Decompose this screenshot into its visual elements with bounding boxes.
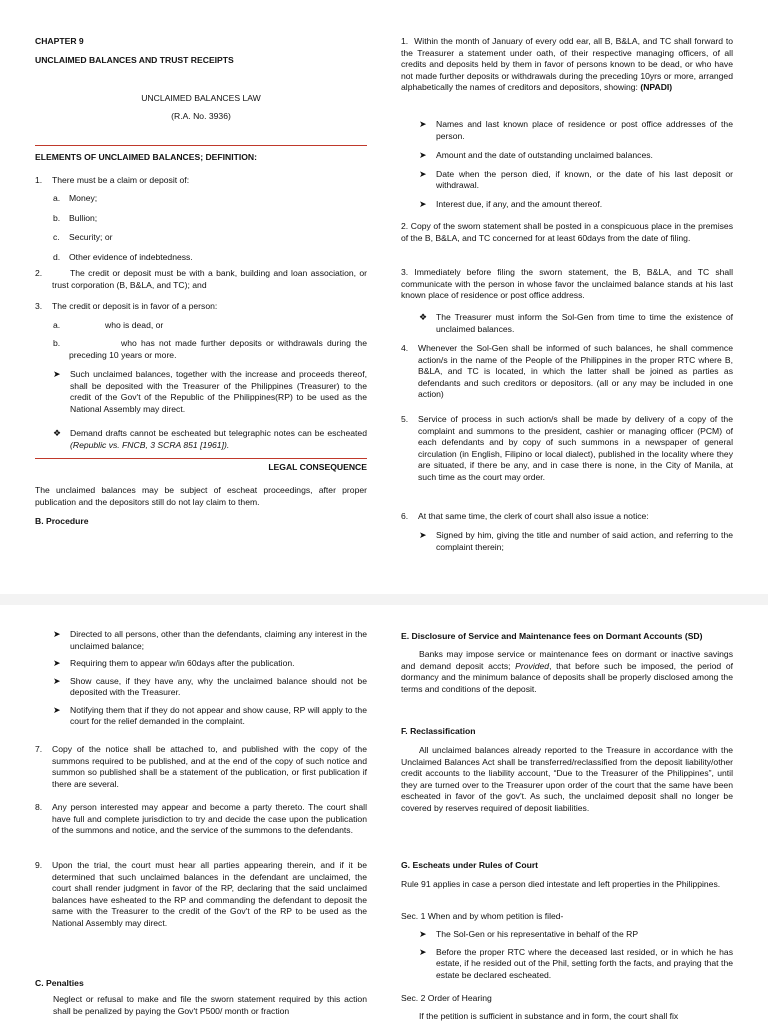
procedure-step-5: 5. Service of process in such action/s shall be made by delivery of a copy of the complaint and summons to the president, cashier or managing officer (PCM) of each defendants and by copy of such summons in a newspaper of general circulation (in English, Filipino or local dialect), published in the locality where they are situated, if there be any, and in case there is none, in the City of Manila, at such time as the court may order. — [401, 414, 733, 482]
arrow-icon: ➤ — [419, 119, 427, 129]
sec-2-text: If the petition is sufficient in substance and in form, the court shall fix — [419, 1011, 679, 1021]
arrow-icon: ➤ — [53, 704, 61, 715]
procedure-step-1: 1. Within the month of January of every odd ear, all B, B&LA, and TC shall forward to the Treasurer a statement under oath, of their respective managing officers, of all credits and deposits held by them in favor of persons known to be dead, or who have not made further deposits or withdrawals during the preceding 10yrs or more, arranged alphabetically the names of creditors and depositors, showing: (NPADI) — [401, 36, 733, 92]
arrow-icon: ➤ — [53, 629, 61, 639]
case-citation: (Republic vs. FNCB, 3 SCRA 851 [1961]). — [70, 439, 230, 450]
law-ra-number: (R.A. No. 3936) — [171, 111, 231, 121]
element-item-3b: b. who has not made further deposits or withdrawals during the preceding 10 years or more. — [53, 338, 367, 360]
procedure-step-6: 6. At that same time, the clerk of court shall also issue a notice: — [401, 511, 649, 521]
notice-bullet: ➤ Show cause, if they have any, why the unclaimed balance should not be deposited with the Treasurer. — [53, 675, 367, 697]
law-title: UNCLAIMED BALANCES LAW — [141, 93, 261, 103]
elements-heading: ELEMENTS OF UNCLAIMED BALANCES; DEFINITION: — [35, 152, 257, 162]
page-2 — [0, 605, 768, 1024]
step-1-bullet: ➤ Names and last known place of residence or post office addresses of the person. — [419, 119, 733, 141]
sub-item-c: c. Security; or — [53, 232, 113, 242]
notice-bullet: ➤ Notifying them that if they do not appear and show cause, RP will apply to the court for the relief demanded in the complaint. — [53, 704, 367, 726]
arrow-icon: ➤ — [419, 168, 427, 179]
sub-item-b: b. Bullion; — [53, 212, 98, 223]
element-item-3a: a. who is dead, or — [53, 320, 164, 330]
sec-2-heading: Sec. 2 Order of Hearing — [401, 993, 492, 1003]
arrow-icon: ➤ — [53, 675, 61, 686]
procedure-step-3: 3. Immediately before filing the sworn statement, the B, B&LA, and TC shall communicate with the person in whose favor the unclaimed balance stands at his last known place of residence or post office address. — [401, 267, 733, 300]
notice-bullet: ➤ Requiring them to appear w/in 60days after the publication. — [53, 658, 295, 668]
arrow-icon: ➤ — [53, 369, 61, 379]
disclosure-text: Banks may impose service or maintenance fees on dormant or inactive savings and demand deposit accts; Provided, that before such be imposed, the period of dormancy and the minimum balance of deposits shall be properly disclosed among the terms and conditions of the deposit. — [401, 649, 733, 694]
procedure-step-9: 9. Upon the trial, the court must hear all parties appearing therein, and if it be determined that such unclaimed balances in the defendant are unclaimed, the court shall render judgment in favor of the RP, declaring that the said unclaimed balances have esheated to the RP and commanding the defendant to deposit the same with the Treasurer to the credit of the Gov't of the RP to be used as the National Assembly may direct. — [35, 860, 367, 928]
note-diamond-1: ❖ Demand drafts cannot be escheated but telegraphic notes can be escheated (Republic vs. FNCB, 3 SCRA 851 [1961]). — [53, 428, 367, 450]
element-item-1-subs — [35, 193, 367, 271]
escheats-text: Rule 91 applies in case a person died intestate and left properties in the Philippines. — [401, 879, 721, 889]
step-3-note: ❖ The Treasurer must inform the Sol-Gen from time to time the existence of unclaimed balances. — [419, 312, 733, 334]
section-divider — [35, 145, 367, 146]
legal-consequence-heading: LEGAL CONSEQUENCE — [268, 462, 367, 472]
notice-bullet: ➤ Directed to all persons, other than the defendants, claiming any interest in the unclaimed balance; — [53, 629, 367, 651]
arrow-icon: ➤ — [419, 530, 427, 540]
sub-item-a: a. Money; — [53, 193, 98, 203]
section-divider — [35, 458, 367, 459]
arrow-icon: ➤ — [53, 658, 61, 668]
chapter-title: UNCLAIMED BALANCES AND TRUST RECEIPTS — [35, 55, 234, 65]
escheats-heading: G. Escheats under Rules of Court — [401, 860, 539, 870]
diamond-bullet-icon: ❖ — [53, 428, 62, 438]
notice-bullets — [35, 629, 367, 728]
diamond-bullet-icon: ❖ — [419, 312, 428, 322]
sec-1-bullet: ➤ The Sol-Gen or his representative in behalf of the RP — [419, 929, 639, 939]
step-1-bullets — [401, 119, 733, 211]
procedure-heading: B. Procedure — [35, 516, 89, 526]
sec-1-bullet: ➤ Before the proper RTC where the deceased last resided, or in which he has estate, if he resided out of the Phil, setting forth the facts, and praying that the estate be declared escheated. — [419, 946, 733, 980]
reclassification-text: All unclaimed balances already reported to the Treasure in accordance with the Unclaimed Balances Act shall be transferred/reclassified from the deposit liability/other credit accounts to the liability account, “Due to the Treasurer of the Philippines”, until they are turned over to the Treasurer upon order of the court that the same have been escheated in favor of the gov't. As such, the unclaimed deposit shall no longer be covered by reserves required of deposit liabilities. — [401, 745, 733, 813]
step-1-bullet: ➤ Amount and the date of outstanding unclaimed balances. — [419, 149, 653, 160]
element-item-1: 1. There must be a claim or deposit of: — [35, 175, 190, 185]
disclosure-heading: E. Disclosure of Service and Maintenance fees on Dormant Accounts (SD) — [401, 631, 703, 641]
sec-1-bullets — [401, 929, 733, 981]
npadi-mnemonic: (NPADI) — [640, 82, 673, 92]
arrow-icon: ➤ — [419, 946, 427, 957]
procedure-step-7: 7. Copy of the notice shall be attached to, and published with the copy of the summons required to be published, and at the end of the copy of such notice and summon so published shall be a statement of the publication, or first publication if there are several. — [35, 744, 367, 789]
step-1-bullet: ➤ Interest due, if any, and the amount thereof. — [419, 199, 603, 209]
penalties-heading: C. Penalties — [35, 978, 84, 988]
element-item-2: 2. The credit or deposit must be with a bank, building and loan association, or trust corporation (B, B&LA, and TC); and — [35, 268, 367, 290]
procedure-step-4: 4. Whenever the Sol-Gen shall be informed of such balances, he shall commence action/s in the name of the People of the Philippines in the proper RTC where B, B&LA, and TC is located, in which the latter shall be joined as parties as defendants and such creditors or depositors. (all or any may be included in one action) — [401, 343, 733, 399]
arrow-icon: ➤ — [419, 149, 427, 160]
note-arrow-1: ➤ Such unclaimed balances, together with the increase and proceeds thereof, shall be deposited with the Treasurer of the Philippines (Treasurer) to the credit of the Gov't of the Republic of the Philippines(RP) to be used as the National Assembly may direct. — [53, 369, 367, 414]
consequence-text: The unclaimed balances may be subject of escheat proceedings, after proper publication and the depositors still do not lay claim to them. — [35, 485, 367, 507]
arrow-icon: ➤ — [419, 929, 427, 939]
step-6-bullet: ➤ Signed by him, giving the title and number of said action, and referring to the complaint therein; — [419, 530, 733, 552]
sec-1-heading: Sec. 1 When and by whom petition is filed- — [401, 911, 564, 921]
step-1-bullet: ➤ Date when the person died, if known, or the date of his last deposit or withdrawal. — [419, 168, 733, 190]
sub-item-d: d. Other evidence of indebtedness. — [53, 251, 193, 262]
procedure-step-8: 8. Any person interested may appear and become a party thereto. The court shall have full and complete jurisdiction to try and decide the case upon the publication of the summons and notice, and the service of the summons to the defendants. — [35, 802, 367, 835]
arrow-icon: ➤ — [419, 199, 427, 209]
procedure-step-2: 2. Copy of the sworn statement shall be posted in a conspicuous place in the premises of the B, B&LA, and TC concerned for at least 60days from the date of filing. — [401, 221, 733, 243]
chapter-label: CHAPTER 9 — [35, 36, 84, 46]
reclassification-heading: F. Reclassification — [401, 726, 476, 736]
penalties-text: Neglect or refusal to make and file the sworn statement required by this action shall be penalized by paying the Gov't P500/ month or fraction — [53, 994, 367, 1016]
page-separator — [0, 594, 768, 605]
element-item-3: 3. The credit or deposit is in favor of a person: — [35, 301, 218, 311]
